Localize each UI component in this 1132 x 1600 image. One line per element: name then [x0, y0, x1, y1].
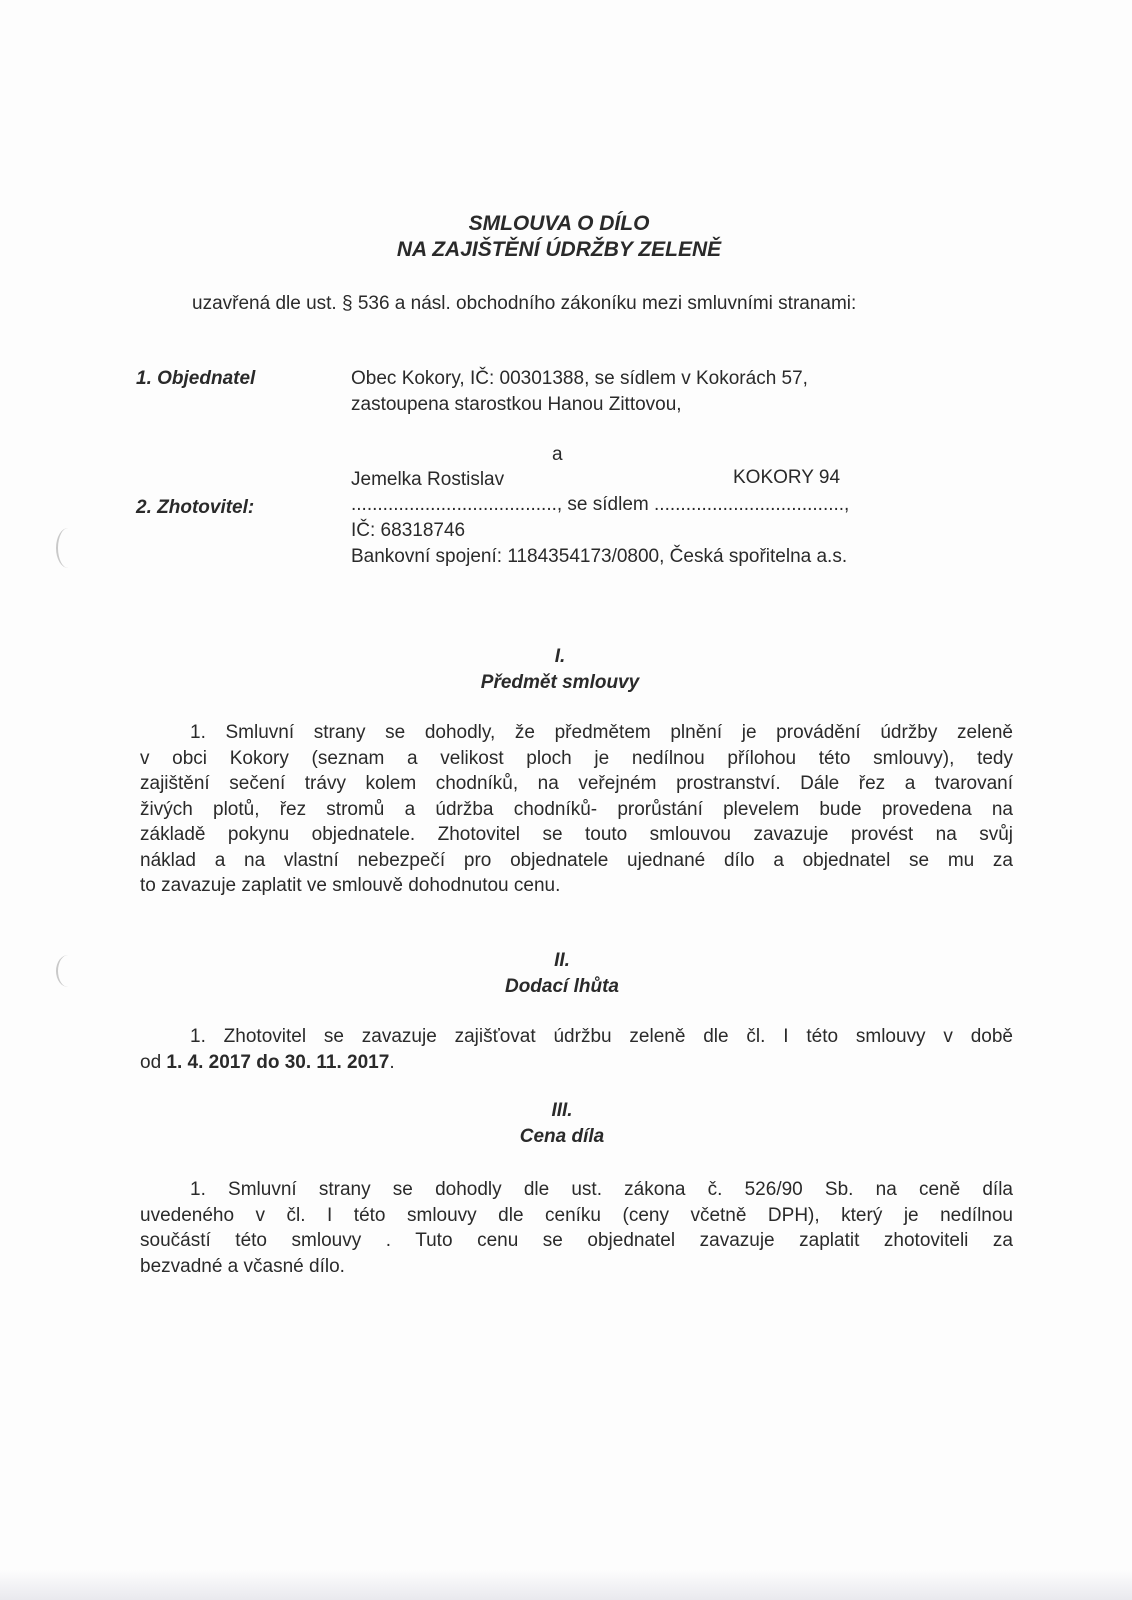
section1-line: základě pokynu objednatele. Zhotovitel se touto smlouvou zavazuje provést na svůj — [140, 824, 1013, 845]
section1-line: náklad a na vlastní nebezpečí pro objednatele ujednané dílo a objednatel se mu za — [140, 849, 1013, 871]
section1-heading: Předmět smlouvy — [480, 672, 640, 693]
section2-number: II. — [554, 950, 570, 971]
section1-line: to zavazuje zaplatit ve smlouvě dohodnutou cenu. — [140, 875, 561, 896]
party2-bank: Bankovní spojení: 1184354173/0800, Česká spořitelna a.s. — [351, 546, 848, 567]
intro-text: uzavřená dle ust. § 536 a násl. obchodního zákoníku mezi smluvními stranami: — [192, 293, 857, 314]
party1-label: 1. Objednatel — [136, 368, 256, 389]
section1-line: zajištění sečení trávy kolem chodníků, na veřejném prostranství. Dále řez a tvarovaní — [140, 773, 1013, 794]
scan-edge-shading — [0, 1570, 1132, 1600]
document-title-line2: NA ZAJIŠTĚNÍ ÚDRŽBY ZELENĚ — [396, 238, 722, 261]
party1-line2: zastoupena starostkou Hanou Zittovou, — [351, 394, 682, 415]
section3-paragraph — [140, 1177, 1013, 1279]
section2-line1: 1. Zhotovitel se zavazuje zajišťovat údržbu zeleně dle čl. I této smlouvy v době — [190, 1026, 1013, 1047]
section3-line: součástí této smlouvy . Tuto cenu se objednatel zavazuje zaplatit zhotoviteli za — [140, 1230, 1013, 1251]
section2-heading: Dodací lhůta — [504, 976, 619, 997]
section2-dates: 1. 4. 2017 do 30. 11. 2017 — [166, 1051, 390, 1073]
section1-line: živých plotů, řez stromů a údržba chodníků- prorůstání plevelem bude provedena na — [140, 798, 1013, 820]
section2-line2-prefix: od — [140, 1051, 167, 1073]
punch-hole-mark — [56, 528, 80, 568]
section3-line: uvedeného v čl. I této smlouvy dle ceníku (ceny včetně DPH), který je nedílnou — [140, 1204, 1013, 1226]
document-title-line1: SMLOUVA O DÍLO — [468, 212, 650, 235]
section3-line: 1. Smluvní strany se dohodly dle ust. zákona č. 526/90 Sb. na ceně díla — [190, 1179, 1013, 1200]
section1-paragraph — [140, 720, 1013, 899]
section2-paragraph — [140, 1024, 1013, 1075]
section2-line2-suffix: . — [389, 1051, 395, 1073]
party2-label: 2. Zhotovitel: — [136, 497, 255, 518]
party2-line1: ......................................., se sídlem ...................................., — [351, 494, 850, 515]
party2-address: KOKORY 94 — [733, 467, 841, 488]
connector-a: a — [552, 444, 563, 465]
section3-number: III. — [551, 1100, 573, 1121]
party2-ic: IČ: 68318746 — [351, 520, 466, 541]
party1-line1: Obec Kokory, IČ: 00301388, se sídlem v Kokorách 57, — [351, 368, 808, 389]
section2-line2 — [140, 1050, 1013, 1076]
party2-name: Jemelka Rostislav — [351, 469, 505, 490]
section3-line: bezvadné a včasné dílo. — [140, 1255, 345, 1277]
section1-line: v obci Kokory (seznam a velikost ploch je nedílnou přílohou této smlouvy), tedy — [140, 747, 1013, 769]
punch-hole-mark — [56, 955, 80, 987]
section1-line: 1. Smluvní strany se dohodly, že předmětem plnění je provádění údržby zeleně — [190, 722, 1013, 743]
section1-number: I. — [554, 646, 566, 667]
section3-heading: Cena díla — [519, 1126, 605, 1147]
